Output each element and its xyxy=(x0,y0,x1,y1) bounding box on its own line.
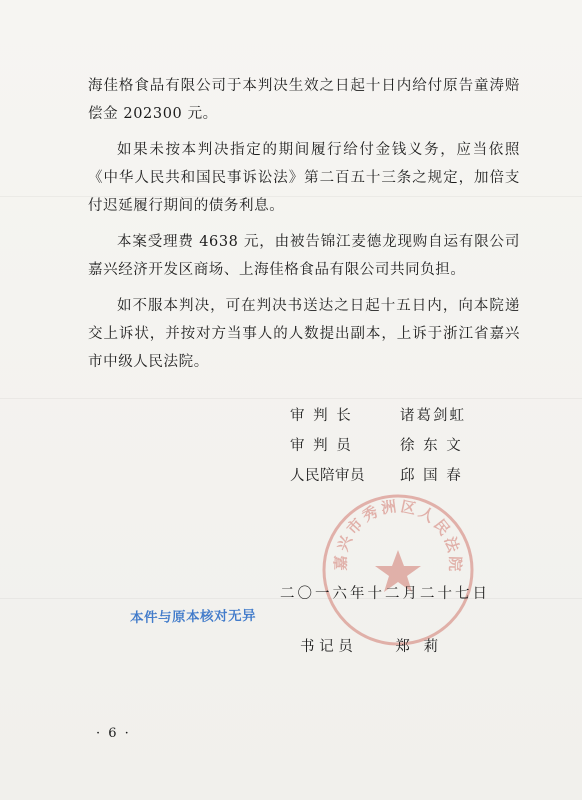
signature-name: 徐 东 文 xyxy=(400,438,463,454)
signature-name: 邱 国 春 xyxy=(400,468,463,484)
page-fold-line xyxy=(0,398,582,399)
certified-copy-stamp: 本件与原本核对无异 xyxy=(129,607,257,627)
judgment-body xyxy=(88,72,520,384)
seal-text: 嘉兴市秀洲区人民法院 xyxy=(331,497,465,575)
paragraph-payment: 海佳格食品有限公司于本判决生效之日起十日内给付原告童涛赔偿金 202300 元。 xyxy=(88,78,520,122)
signature-role: 审 判 员 xyxy=(290,438,353,454)
paragraph-appeal: 如不服本判决，可在判决书送达之日起十五日内，向本院递交上诉状，并按对方当事人的人数提出副本，上诉于浙江省嘉兴市中级人民法院。 xyxy=(88,298,520,370)
signature-role: 审 判 长 xyxy=(290,408,353,424)
page-number: · 6 · xyxy=(96,726,131,741)
signature-role: 人民陪审员 xyxy=(290,468,365,484)
judgment-date: 二〇一六年十二月二十七日 xyxy=(280,586,490,602)
signature-clerk xyxy=(300,635,438,656)
clerk-name: 郑 莉 xyxy=(395,639,439,655)
paragraph-late-interest: 如果未按本判决指定的期间履行给付金钱义务，应当依照《中华人民共和国民事诉讼法》第二百五十三条之规定，加倍支付迟延履行期间的债务利息。 xyxy=(88,142,520,214)
paragraph-court-fee: 本案受理费 4638 元，由被告锦江麦德龙现购自运有限公司嘉兴经济开发区商场、上海佳格食品有限公司共同负担。 xyxy=(88,234,520,278)
clerk-role: 书 记 员 xyxy=(300,639,353,655)
court-seal xyxy=(320,492,476,648)
signature-name: 诸葛剑虹 xyxy=(400,408,466,424)
